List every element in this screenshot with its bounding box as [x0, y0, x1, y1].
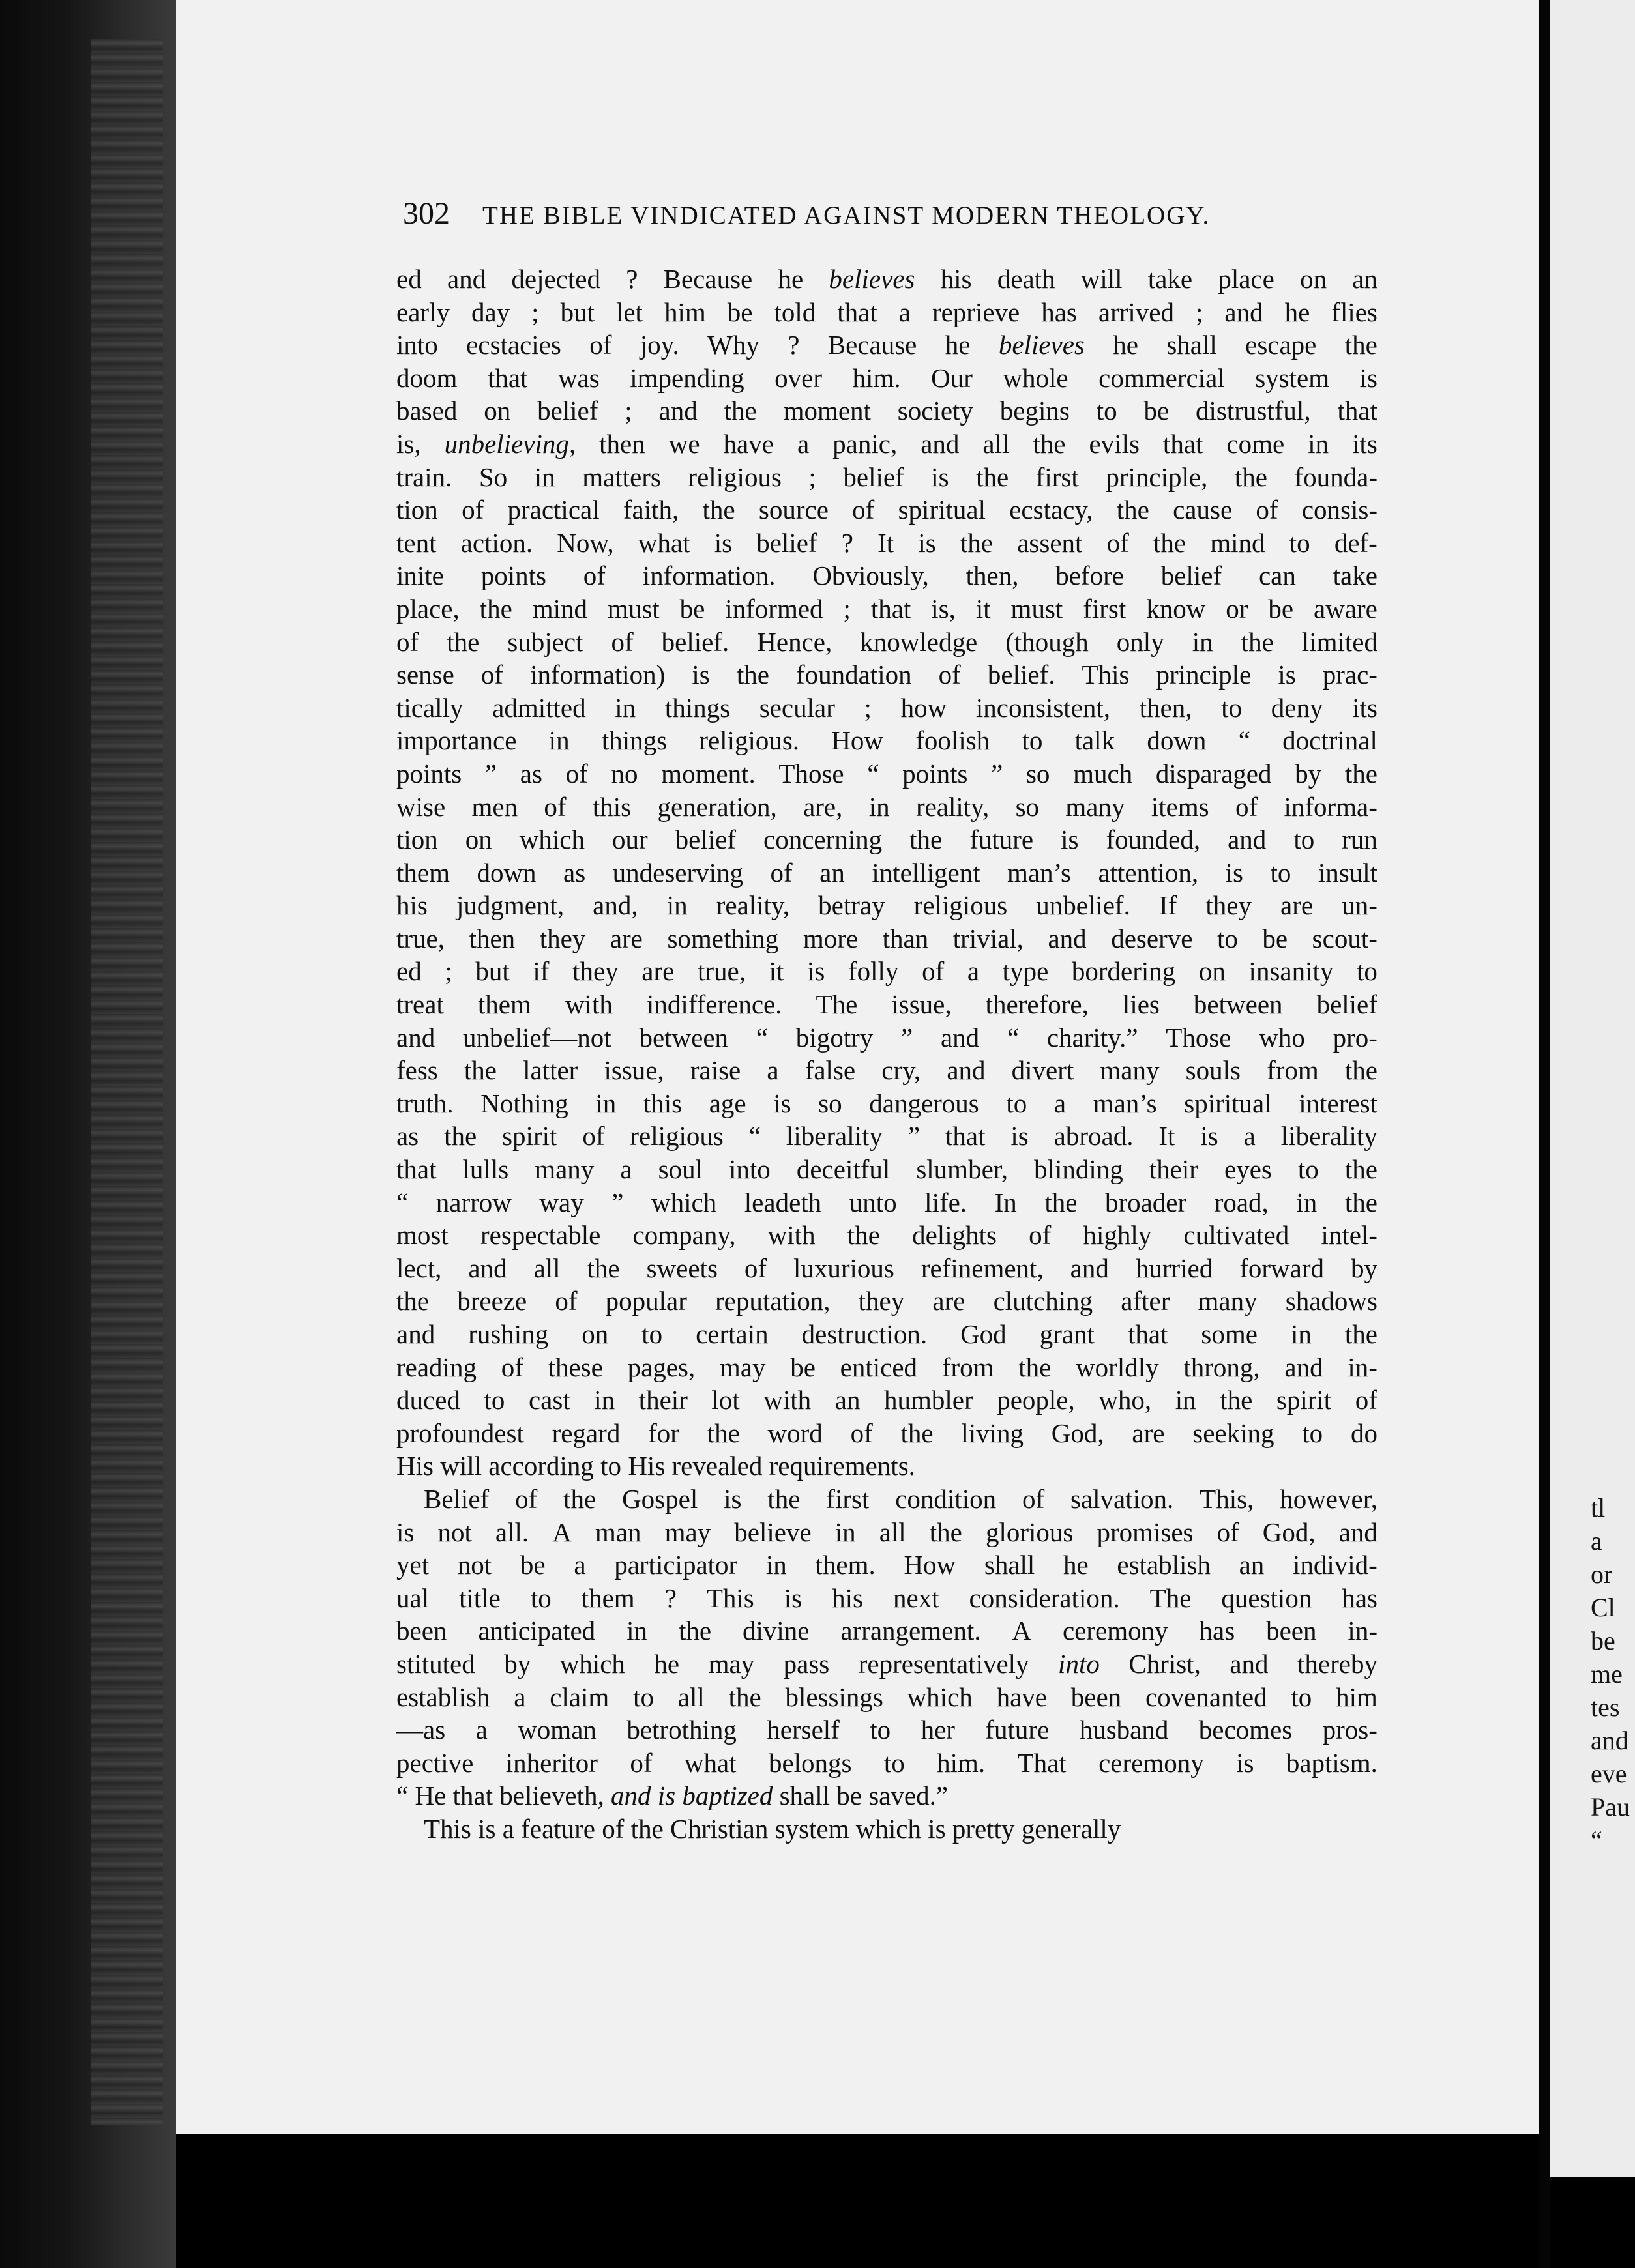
text-line: duced to cast in their lot with an humbler people, who, in the spirit of — [396, 1385, 1377, 1416]
text-line: profoundest regard for the word of the living God, are seeking to do — [396, 1418, 1377, 1448]
text-line: and unbelief—not between “ bigotry ” and “ charity.” Those who pro- — [396, 1022, 1377, 1053]
running-head: THE BIBLE VINDICATED AGAINST MODERN THEOLOGY. — [482, 201, 1211, 229]
text-line: them down as undeserving of an intelligent man’s attention, is to insult — [396, 857, 1377, 888]
text-line: tent action. Now, what is belief ? It is the assent of the mind to def- — [396, 527, 1377, 558]
text-line: of the subject of belief. Hence, knowledge (though only in the limited — [396, 626, 1377, 657]
text-line: fess the latter issue, raise a false cry, and divert many souls from the — [396, 1055, 1377, 1086]
text-line: reading of these pages, may be enticed from the worldly throng, and in- — [396, 1352, 1377, 1382]
text-line: truth. Nothing in this age is so dangerous to a man’s spiritual interest — [396, 1088, 1377, 1118]
text-line: true, then they are something more than trivial, and deserve to be scout- — [396, 923, 1377, 953]
text-line: His will according to His revealed requirements. — [396, 1451, 915, 1481]
text-line: “ narrow way ” which leadeth unto life. In the broader road, in the — [396, 1187, 1377, 1217]
book-binding — [0, 0, 176, 2268]
text-line: place, the mind must be informed ; that is, it must first know or be aware — [396, 593, 1377, 624]
text-line: importance in things religious. How foolish to talk down “ doctrinal — [396, 725, 1377, 756]
facing-page-fragment-line: “ — [1591, 1825, 1602, 1855]
text-line: train. So in matters religious ; belief is the first principle, the founda- — [396, 461, 1377, 492]
text-line: ed and dejected ? Because he believes his death will take place on an — [396, 264, 1377, 294]
facing-page-fragment-line: tes — [1591, 1693, 1620, 1722]
facing-page-fragment-line: and — [1591, 1726, 1628, 1755]
text-line: pective inheritor of what belongs to him. That ceremony is baptism. — [396, 1747, 1377, 1778]
page-gutter — [1539, 0, 1550, 2268]
facing-page-fragment-line: tl — [1591, 1493, 1606, 1522]
text-line: establish a claim to all the blessings which have been covenanted to him — [396, 1681, 1377, 1712]
text-line: tion on which our belief concerning the future is founded, and to run — [396, 824, 1377, 855]
text-line: and rushing on to certain destruction. God grant that some in the — [396, 1319, 1377, 1349]
facing-page-fragment-line: Cl — [1591, 1593, 1615, 1622]
page-number: 302 — [403, 196, 450, 231]
text-line: sense of information) is the foundation of belief. This principle is prac- — [396, 660, 1377, 690]
facing-page-fragment-line: eve — [1591, 1759, 1627, 1788]
text-line: been anticipated in the divine arrangement. A ceremony has been in- — [396, 1616, 1377, 1646]
facing-page-fragment-line: a — [1591, 1526, 1602, 1556]
text-line: is, unbelieving, then we have a panic, and all the evils that come in its — [396, 428, 1377, 459]
text-line: treat them with indifference. The issue, therefore, lies between belief — [396, 989, 1377, 1020]
body-text — [396, 263, 1377, 1846]
text-line: wise men of this generation, are, in reality, so many items of informa- — [396, 791, 1377, 822]
text-line: lect, and all the sweets of luxurious refinement, and hurried forward by — [396, 1253, 1377, 1283]
text-line: his judgment, and, in reality, betray religious unbelief. If they are un- — [396, 890, 1377, 921]
facing-page-text-fragment — [1591, 1491, 1635, 1857]
facing-page-fragment-line: me — [1591, 1659, 1623, 1689]
text-line: ed ; but if they are true, it is folly of a type bordering on insanity to — [396, 956, 1377, 987]
text-line: ual title to them ? This is his next consideration. The question has — [396, 1582, 1377, 1613]
text-line: that lulls many a soul into deceitful slumber, blinding their eyes to the — [396, 1154, 1377, 1185]
text-line: doom that was impending over him. Our whole commercial system is — [396, 362, 1377, 393]
text-line: tion of practical faith, the source of spiritual ecstacy, the cause of consis- — [396, 495, 1377, 525]
text-line: Belief of the Gospel is the first condition of salvation. This, however, — [424, 1483, 1377, 1514]
facing-page-fragment-line: be — [1591, 1626, 1615, 1655]
page-header — [403, 196, 1284, 235]
text-line: early day ; but let him be told that a reprieve has arrived ; and he flies — [396, 297, 1377, 327]
facing-page-fragment-line: Pau — [1591, 1792, 1630, 1822]
text-line: is not all. A man may believe in all the glorious promises of God, and — [396, 1517, 1377, 1547]
text-line: the breeze of popular reputation, they are clutching after many shadows — [396, 1286, 1377, 1316]
text-line: “ He that believeth, and is baptized shall be saved.” — [396, 1781, 949, 1811]
text-line: tically admitted in things secular ; how inconsistent, then, to deny its — [396, 692, 1377, 723]
text-line: points ” as of no moment. Those “ points ” so much disparaged by the — [396, 758, 1377, 789]
text-line: as the spirit of religious “ liberality ” that is abroad. It is a liberality — [396, 1121, 1377, 1152]
text-line: —as a woman betrothing herself to her future husband becomes pros- — [396, 1715, 1377, 1745]
text-line: inite points of information. Obviously, then, before belief can take — [396, 560, 1377, 591]
text-line: into ecstacies of joy. Why ? Because he believes he shall escape the — [396, 330, 1377, 360]
facing-page-fragment-line: or — [1591, 1560, 1613, 1589]
text-line: based on belief ; and the moment society begins to be distrustful, that — [396, 396, 1377, 426]
text-line: most respectable company, with the delights of highly cultivated intel- — [396, 1220, 1377, 1251]
binding-spine-texture — [91, 39, 163, 2125]
text-line: This is a feature of the Christian system which is pretty generally — [424, 1813, 1121, 1844]
text-line: stituted by which he may pass representatively into Christ, and thereby — [396, 1648, 1377, 1679]
text-line: yet not be a participator in them. How shall he establish an individ- — [396, 1550, 1377, 1580]
